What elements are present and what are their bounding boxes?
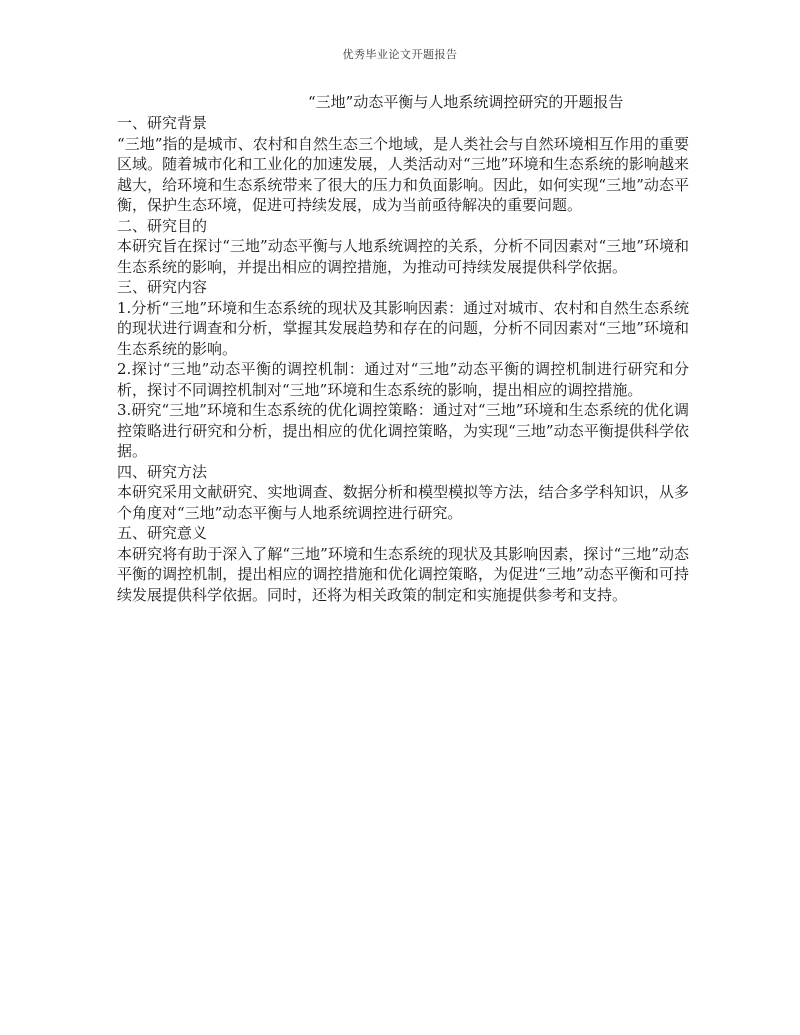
section-paragraph-item-2: 2.探讨“三地”动态平衡的调控机制：通过对“三地”动态平衡的调控机制进行研究和分析，探讨不同调控机制对“三地”环境和生态系统的影响，提出相应的调控措施。 bbox=[117, 360, 689, 399]
section-heading: 一、研究背景 bbox=[117, 114, 208, 132]
section-purpose bbox=[117, 216, 689, 278]
section-paragraph: “三地”指的是城市、农村和自然生态三个地域，是人类社会与自然环境相互作用的重要区域。随着城市化和工业化的加速发展，人类活动对“三地”环境和生态系统的影响越来越大，给环境和生态系统带来了很大的压力和负面影响。因此，如何实现“三地”动态平衡，保护生态环境，促进可持续发展，成为当前亟待解决的重要问题。 bbox=[117, 134, 689, 214]
document-title: “三地”动态平衡与人地系统调控研究的开题报告 bbox=[308, 93, 624, 111]
section-background bbox=[117, 113, 689, 216]
section-significance bbox=[117, 523, 689, 605]
section-paragraph-item-1: 1.分析“三地”环境和生态系统的现状及其影响因素：通过对城市、农村和自然生态系统的现状进行调查和分析，掌握其发展趋势和存在的问题，分析不同因素对“三地”环境和生态系统的影响。 bbox=[117, 298, 689, 358]
section-methods bbox=[117, 462, 689, 524]
section-heading: 五、研究意义 bbox=[117, 524, 208, 542]
section-paragraph-item-3: 3.研究“三地”环境和生态系统的优化调控策略：通过对“三地”环境和生态系统的优化调控策略进行研究和分析，提出相应的优化调控策略，为实现“三地”动态平衡提供科学依据。 bbox=[117, 401, 689, 460]
document-body bbox=[117, 92, 689, 605]
section-paragraph: 本研究旨在探讨“三地”动态平衡与人地系统调控的关系，分析不同因素对“三地”环境和生态系统的影响，并提出相应的调控措施，为推动可持续发展提供科学依据。 bbox=[117, 237, 689, 276]
section-heading: 四、研究方法 bbox=[117, 462, 208, 481]
section-content bbox=[117, 277, 689, 462]
section-paragraph: 本研究采用文献研究、实地调查、数据分析和模型模拟等方法，结合多学科知识，从多个角度对“三地”动态平衡与人地系统调控进行研究。 bbox=[117, 483, 689, 522]
running-header: 优秀毕业论文开题报告 bbox=[342, 48, 458, 61]
section-heading: 二、研究目的 bbox=[117, 216, 208, 235]
section-heading: 三、研究内容 bbox=[117, 278, 208, 296]
section-paragraph: 本研究将有助于深入了解“三地”环境和生态系统的现状及其影响因素，探讨“三地”动态平衡的调控机制，提出相应的调控措施和优化调控策略，为促进“三地”动态平衡和可持续发展提供科学依据。同时，还将为相关政策的制定和实施提供参考和支持。 bbox=[117, 544, 689, 604]
